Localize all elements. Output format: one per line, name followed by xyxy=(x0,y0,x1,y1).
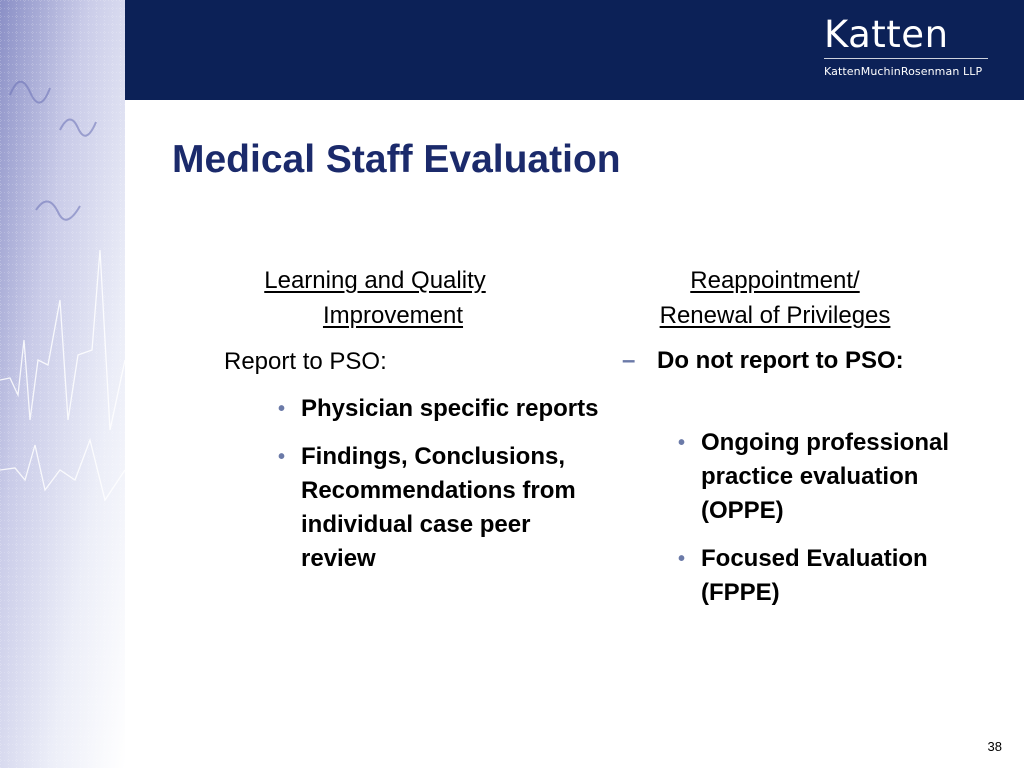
page-number: 38 xyxy=(987,739,1002,754)
left-column-lead: Report to PSO: xyxy=(224,348,387,375)
bullet-icon: • xyxy=(678,432,686,454)
dash-icon: – xyxy=(622,347,636,374)
bullet-text: Physician specific reports xyxy=(301,395,599,422)
bullet-text: Ongoing professional practice evaluation (OPPE) xyxy=(701,429,950,524)
logo-subtitle: KattenMuchinRosenman LLP xyxy=(824,65,983,78)
bullet-text: Focused Evaluation (FPPE) xyxy=(701,545,928,606)
slide-title: Medical Staff Evaluation xyxy=(172,138,621,181)
right-lead-text: Do not report to PSO: xyxy=(657,347,904,374)
bullet-text: Findings, Conclusions, Recommendations from individual case peer review xyxy=(301,443,576,572)
decorative-ecg-strip xyxy=(0,0,125,768)
list-item xyxy=(276,392,606,426)
list-item xyxy=(276,440,606,576)
right-heading-line1: Reappointment/ xyxy=(690,267,860,294)
right-heading-line2: Renewal of Privileges xyxy=(659,302,891,329)
logo-wordmark: Katten xyxy=(824,13,949,56)
left-heading-line1: Learning and Quality xyxy=(264,267,486,294)
right-column-heading xyxy=(600,263,950,333)
left-bullet-list xyxy=(276,392,606,590)
bullet-icon: • xyxy=(278,398,286,420)
list-item xyxy=(676,426,976,528)
bullet-icon: • xyxy=(278,446,286,468)
company-logo xyxy=(824,14,990,78)
right-column-lead xyxy=(622,344,987,378)
right-bullet-list xyxy=(676,426,976,624)
list-item xyxy=(676,542,976,610)
left-heading-line2: Improvement xyxy=(322,302,464,329)
bullet-icon: • xyxy=(678,548,686,570)
logo-divider xyxy=(824,58,988,59)
left-column-heading xyxy=(200,263,550,333)
